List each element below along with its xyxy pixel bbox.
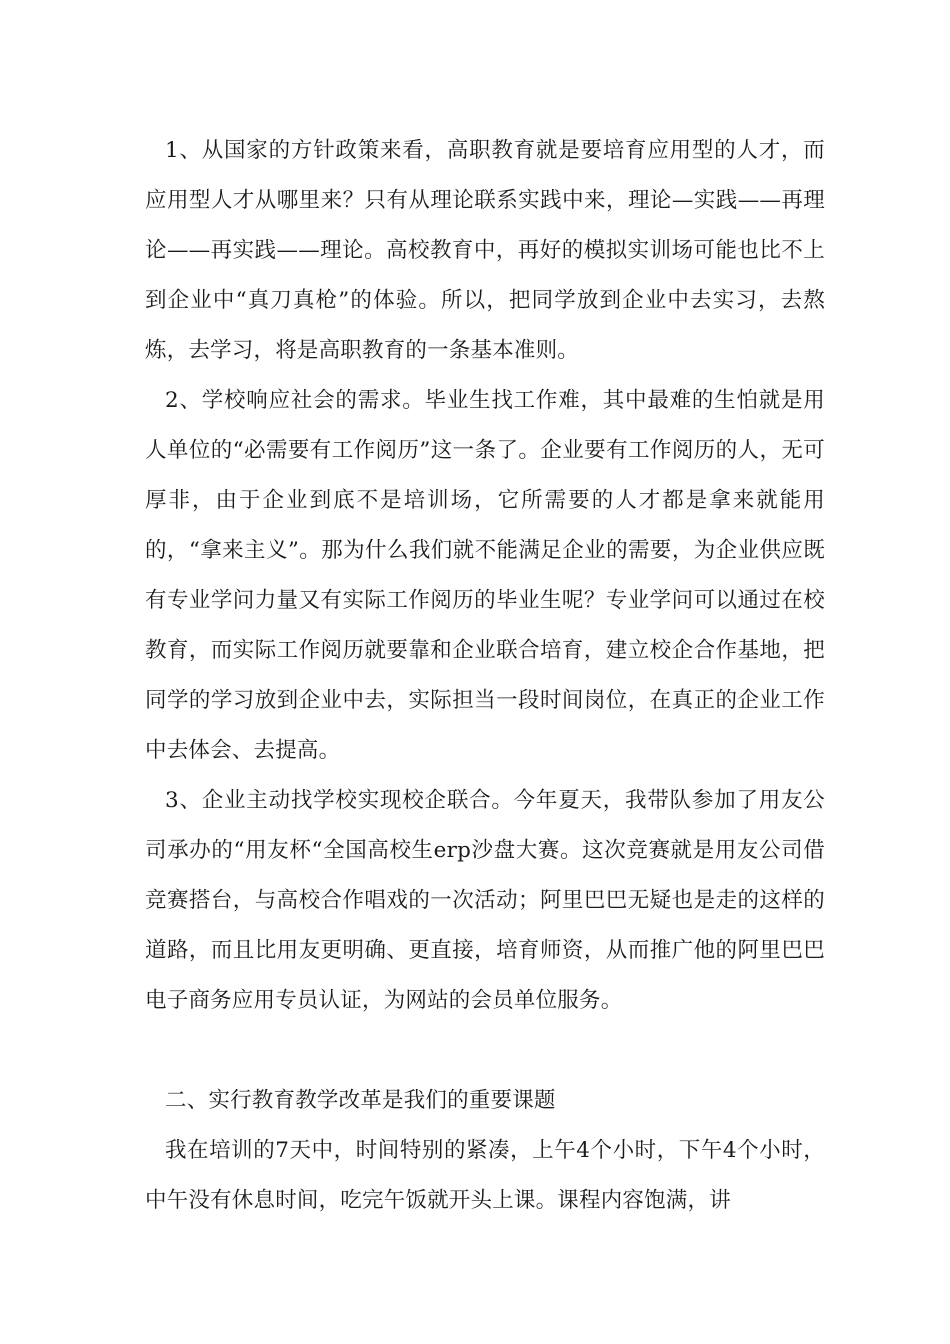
blank-line: [145, 1026, 825, 1076]
paragraph-3: 3、企业主动找学校实现校企联合。今年夏天，我带队参加了用友公司承办的“用友杯“全国高校生erp沙盘大赛。这次竞赛就是用友公司借竞赛搭台，与高校合作唱戏的一次活动；阿里巴巴无疑也是走的这样的道路，而且比用友更明确、更直接，培育师资，从而推广他的阿里巴巴电子商务应用专员认证，为网站的会员单位服务。: [145, 788, 825, 1013]
paragraph-1: 1、从国家的方针政策来看，高职教育就是要培育应用型的人才，而应用型人才从哪里来？只有从理论联系实践中来，理论—实践——再理论——再实践——理论。高校教育中，再好的模拟实训场可能也比不上到企业中“真刀真枪”的体验。所以，把同学放到企业中去实习，去熬炼，去学习，将是高职教育的一条基本准则。: [145, 138, 825, 363]
paragraph-4: 我在培训的7天中，时间特别的紧凑，上午4个小时，下午4个小时，中午没有休息时间，吃完午饭就开头上课。课程内容饱满，讲: [145, 1138, 825, 1213]
paragraph-2: 2、学校响应社会的需求。毕业生找工作难，其中最难的生怕就是用人单位的“必需要有工作阅历”这一条了。企业要有工作阅历的人，无可厚非，由于企业到底不是培训场，它所需要的人才都是拿来就能用的，“拿来主义”。那为什么我们就不能满足企业的需要，为企业供应既有专业学问力量又有实际工作阅历的毕业生呢？专业学问可以通过在校教育，而实际工作阅历就要靠和企业联合培育，建立校企合作基地，把同学的学习放到企业中去，实际担当一段时间岗位，在真正的企业工作中去体会、去提高。: [145, 388, 825, 763]
section-heading: 二、实行教育教学改革是我们的重要课题: [165, 1088, 556, 1113]
document-body: [145, 126, 825, 1226]
